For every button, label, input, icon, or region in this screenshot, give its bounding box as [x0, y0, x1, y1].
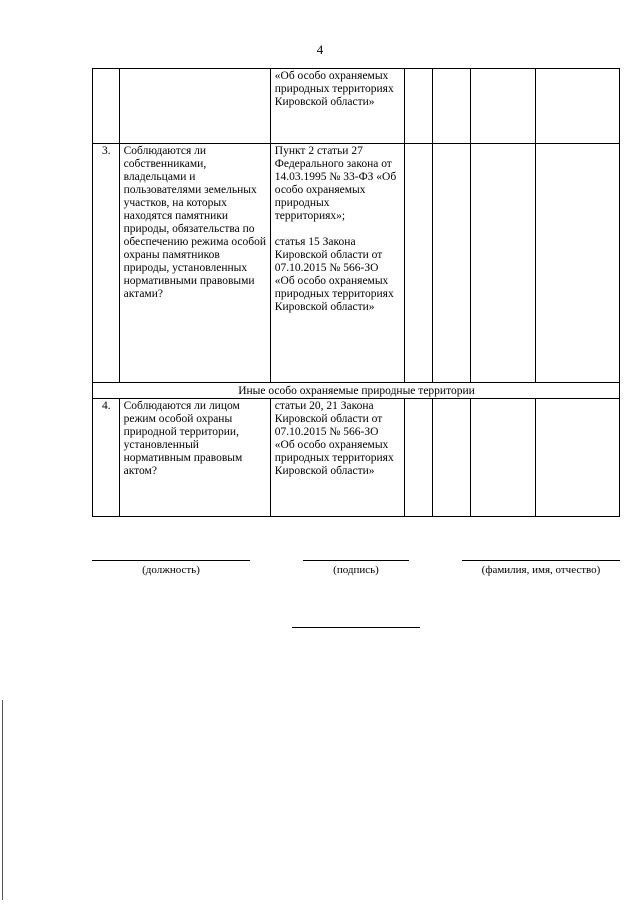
table-row [93, 144, 620, 383]
section-row [93, 383, 620, 399]
row-number: 3. [93, 144, 120, 383]
law-reference-cell: статьи 20, 21 Закона Кировской области от 07.10.2015 № 566-ЗО «Об особо охраняемых природных территориях Кировской области» [270, 399, 404, 517]
row-number: 4. [93, 399, 120, 517]
position-signature-line [92, 560, 250, 561]
law-reference-cell: «Об особо охраняемых природных территориях Кировской области» [270, 69, 404, 144]
empty-cell [535, 144, 619, 383]
empty-cell [404, 144, 432, 383]
name-signature-line [462, 560, 620, 561]
empty-cell [404, 69, 432, 144]
empty-cell [535, 399, 619, 517]
section-heading: Иные особо охраняемые природные территории [93, 383, 620, 399]
empty-cell [432, 399, 470, 517]
row-number [93, 69, 120, 144]
law-reference-cell [270, 144, 404, 383]
empty-cell [432, 144, 470, 383]
checklist-table [92, 68, 620, 517]
signature-label: (подпись) [333, 564, 379, 576]
position-label: (должность) [142, 564, 200, 576]
page-number: 4 [316, 42, 324, 57]
empty-cell [535, 69, 619, 144]
empty-cell [470, 69, 535, 144]
signature-line [303, 560, 409, 561]
question-cell: Соблюдаются ли лицом режим особой охраны природной территории, установленный нормативным правовым актом? [119, 399, 270, 517]
law-reference-paragraph: статья 15 Закона Кировской области от 07.10.2015 № 566-ЗО «Об особо охраняемых природных территориях Кировской области» [274, 236, 394, 313]
end-rule [292, 627, 420, 628]
question-cell [119, 69, 270, 144]
empty-cell [432, 69, 470, 144]
scan-edge-line [2, 700, 3, 900]
table-row [93, 69, 620, 144]
empty-cell [470, 144, 535, 383]
table-row [93, 399, 620, 517]
law-reference-paragraph: Пункт 2 статьи 27 Федерального закона от 14.03.1995 № 33-ФЗ «Об особо охраняемых природных территориях»; [274, 145, 397, 222]
name-label: (фамилия, имя, отчество) [481, 564, 601, 576]
question-cell: Соблюдаются ли собственниками, владельцами и пользователями земельных участков, на которых находятся памятники природы, обязательства по обеспечению режима особой охраны памятников природы, установленных нормативными правовыми актами? [119, 144, 270, 383]
empty-cell [404, 399, 432, 517]
empty-cell [470, 399, 535, 517]
